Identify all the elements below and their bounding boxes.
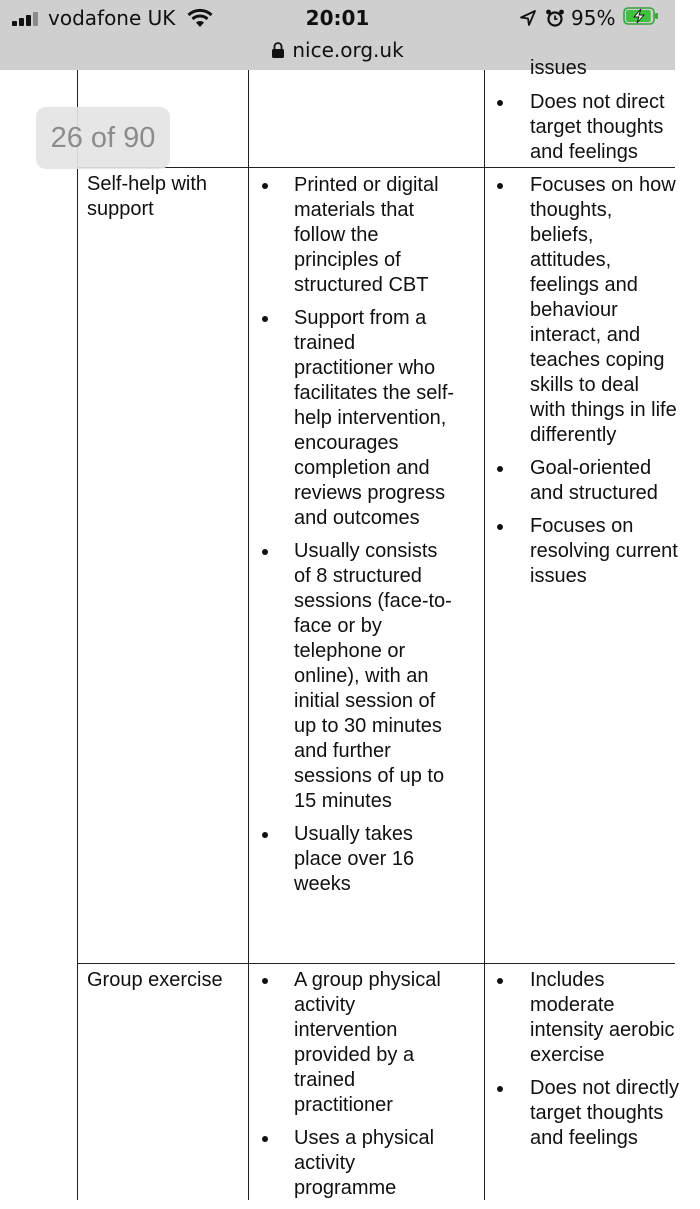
row1-description-list [530,173,700,597]
list-item: Usually takes place over 16 weeks [294,822,484,897]
lock-icon [271,41,285,59]
url-text: nice.org.uk [292,38,404,62]
cell-fragment: issues [530,57,587,79]
row1-description-cell [485,173,678,953]
list-item: Support from a trained practitioner who facilitates the self- help intervention, encourages completion and reviews progress and outcomes [294,306,484,531]
clock: 20:01 [305,6,370,30]
row2-description-cell [485,968,679,1200]
list-item: A group physical activity intervention provided by a trained practitioner [294,968,484,1118]
table-cell-prev-description [485,56,675,167]
list-item: Usually consists of 8 structured sessions (face-to- face or by telephone or online), with an initial session of up to 30 minutes and further sessions of up to 15 minutes [294,539,484,814]
list-item: Focuses on resolving current issues [530,514,700,589]
list-item: Does not direct target thoughts and feelings [530,90,700,165]
list-item: Printed or digital materials that follow the principles of structured CBT [294,173,484,298]
list-item: Does not directly target thoughts and feelings [530,1076,700,1151]
list-item: Includes moderate intensity aerobic exercise [530,968,700,1068]
carrier-name: vodafone UK [48,6,176,30]
page-indicator: 26 of 90 [36,107,170,169]
table-row-label: Self-help with support [87,173,208,220]
list-item: Uses a physical activity programme [294,1126,484,1201]
pdf-page [0,57,679,1200]
battery-percentage: 95% [571,6,616,30]
list-item: Focuses on how thoughts, beliefs, attitudes, feelings and behaviour interact, and teaches coping skills to deal with things in life differently [530,173,700,448]
row1-delivery-list [294,173,484,905]
table-row-label: Group exercise [87,969,223,991]
prev-row-bullets [530,90,700,173]
row2-description-list [530,968,700,1159]
location-arrow-icon [519,9,537,27]
alarm-clock-icon [545,8,565,28]
battery-charging-icon [623,7,659,25]
row2-delivery-list [294,968,484,1209]
list-item: Goal-oriented and structured [530,456,700,506]
